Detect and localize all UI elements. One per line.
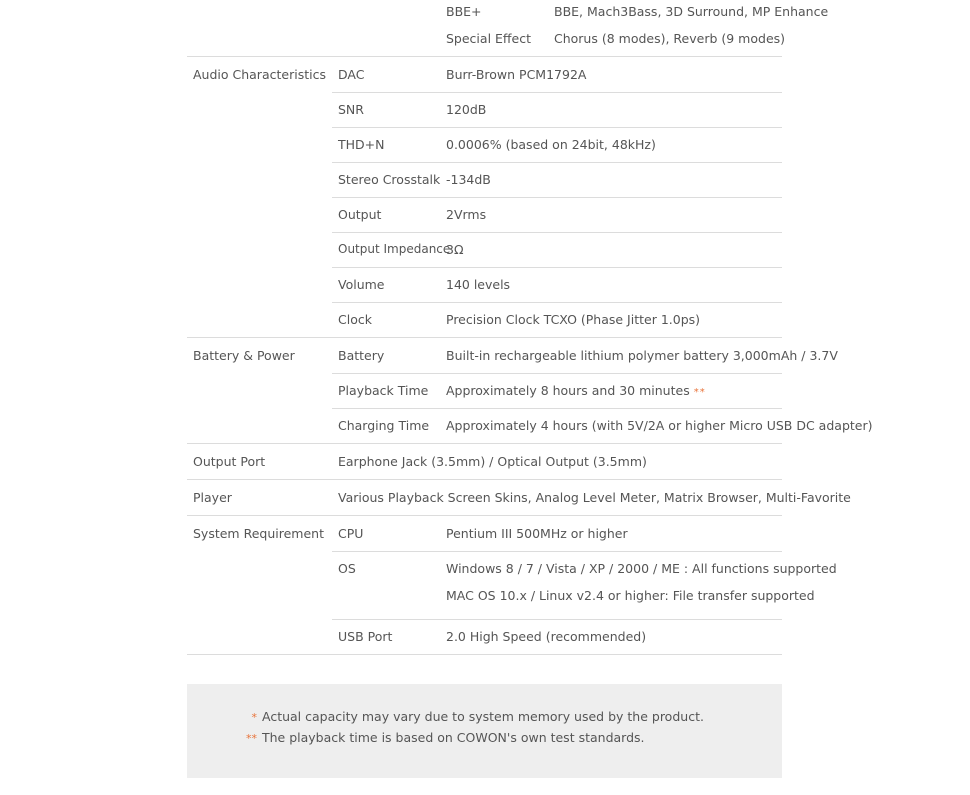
spec-row — [187, 92, 782, 127]
spec-value: 0.0006% (based on 24bit, 48kHz) — [446, 137, 656, 152]
spec-key: Battery — [338, 348, 385, 363]
spec-key: OS — [338, 561, 356, 576]
spec-key: Playback Time — [338, 383, 429, 398]
footnote — [235, 730, 645, 745]
spec-key: THD+N — [338, 137, 385, 152]
spec-row — [187, 338, 838, 373]
spec-row-os — [187, 551, 837, 619]
spec-row — [187, 373, 782, 408]
spec-key: Volume — [338, 277, 385, 292]
spec-value: 140 levels — [446, 277, 511, 292]
spec-row — [187, 232, 782, 267]
spec-value: Windows 8 / 7 / Vista / XP / 2000 / ME : All functions supported — [446, 561, 837, 576]
spec-row — [187, 480, 851, 515]
spec-row — [187, 267, 782, 302]
section-label: Output Port — [193, 454, 266, 469]
spec-key: Output Impedance — [338, 242, 451, 256]
spec-value: MAC OS 10.x / Linux v2.4 or higher: File transfer supported — [446, 588, 815, 603]
section-system-requirement — [187, 516, 837, 655]
spec-row-cpu — [187, 516, 782, 551]
spec-value: 120dB — [446, 102, 487, 117]
spec-key: USB Port — [338, 629, 393, 644]
section-label: System Requirement — [193, 526, 324, 541]
spec-row — [187, 444, 782, 479]
spec-row — [187, 197, 782, 232]
section-label: Player — [193, 490, 232, 505]
spec-value: 3Ω — [446, 242, 464, 257]
footnote-text: The playback time is based on COWON's own test standards. — [262, 730, 645, 745]
spec-value: Various Playback Screen Skins, Analog Level Meter, Matrix Browser, Multi-Favorite — [338, 490, 851, 505]
spec-row-usb — [187, 619, 782, 654]
spec-key: Stereo Crosstalk — [338, 172, 441, 187]
spec-value: 2Vrms — [446, 207, 487, 222]
spec-key: SNR — [338, 102, 364, 117]
spec-value: Pentium III 500MHz or higher — [446, 526, 628, 541]
section-battery-power — [187, 338, 873, 444]
spec-key: Special Effect — [446, 31, 531, 46]
spec-value: Chorus (8 modes), Reverb (9 modes) — [554, 31, 786, 46]
footnote-mark: * — [251, 711, 257, 724]
section-audio-effects-continued — [187, 0, 829, 57]
spec-row — [187, 162, 782, 197]
section-label: Audio Characteristics — [193, 67, 326, 82]
spec-value: 2.0 High Speed (recommended) — [446, 629, 647, 644]
spec-value: -134dB — [446, 172, 491, 187]
footnote-text: Actual capacity may vary due to system memory used by the product. — [262, 709, 704, 724]
spec-row-bbe — [187, 0, 829, 27]
spec-key: Clock — [338, 312, 372, 327]
spec-row — [187, 408, 873, 443]
spec-value: Approximately 8 hours and 30 minutes — [446, 383, 690, 398]
footnote-mark: ** — [693, 387, 706, 398]
footnote-mark: ** — [246, 732, 257, 745]
spec-value: BBE, Mach3Bass, 3D Surround, MP Enhance — [554, 4, 829, 19]
section-audio-characteristics — [187, 57, 782, 338]
spec-row — [187, 57, 782, 92]
section-player — [187, 480, 851, 516]
footnote — [235, 709, 704, 724]
spec-value: Earphone Jack (3.5mm) / Optical Output (3.5mm) — [338, 454, 647, 469]
spec-value: Built-in rechargeable lithium polymer battery 3,000mAh / 3.7V — [446, 348, 838, 363]
footnotes-box — [187, 684, 782, 778]
spec-value: Precision Clock TCXO (Phase Jitter 1.0ps) — [446, 312, 701, 327]
spec-row-special-effect — [187, 27, 786, 56]
spec-table — [187, 0, 873, 655]
spec-key: DAC — [338, 67, 365, 82]
spec-key: CPU — [338, 526, 364, 541]
section-label: Battery & Power — [193, 348, 295, 363]
spec-row — [187, 127, 782, 162]
section-output-port — [187, 444, 782, 480]
spec-row — [187, 302, 782, 337]
spec-value: Approximately 4 hours (with 5V/2A or higher Micro USB DC adapter) — [446, 418, 873, 433]
spec-key: Charging Time — [338, 418, 430, 433]
spec-key: Output — [338, 207, 382, 222]
spec-value-with-mark — [446, 383, 706, 398]
spec-key: BBE+ — [446, 4, 482, 19]
spec-value: Burr-Brown PCM1792A — [446, 67, 587, 82]
